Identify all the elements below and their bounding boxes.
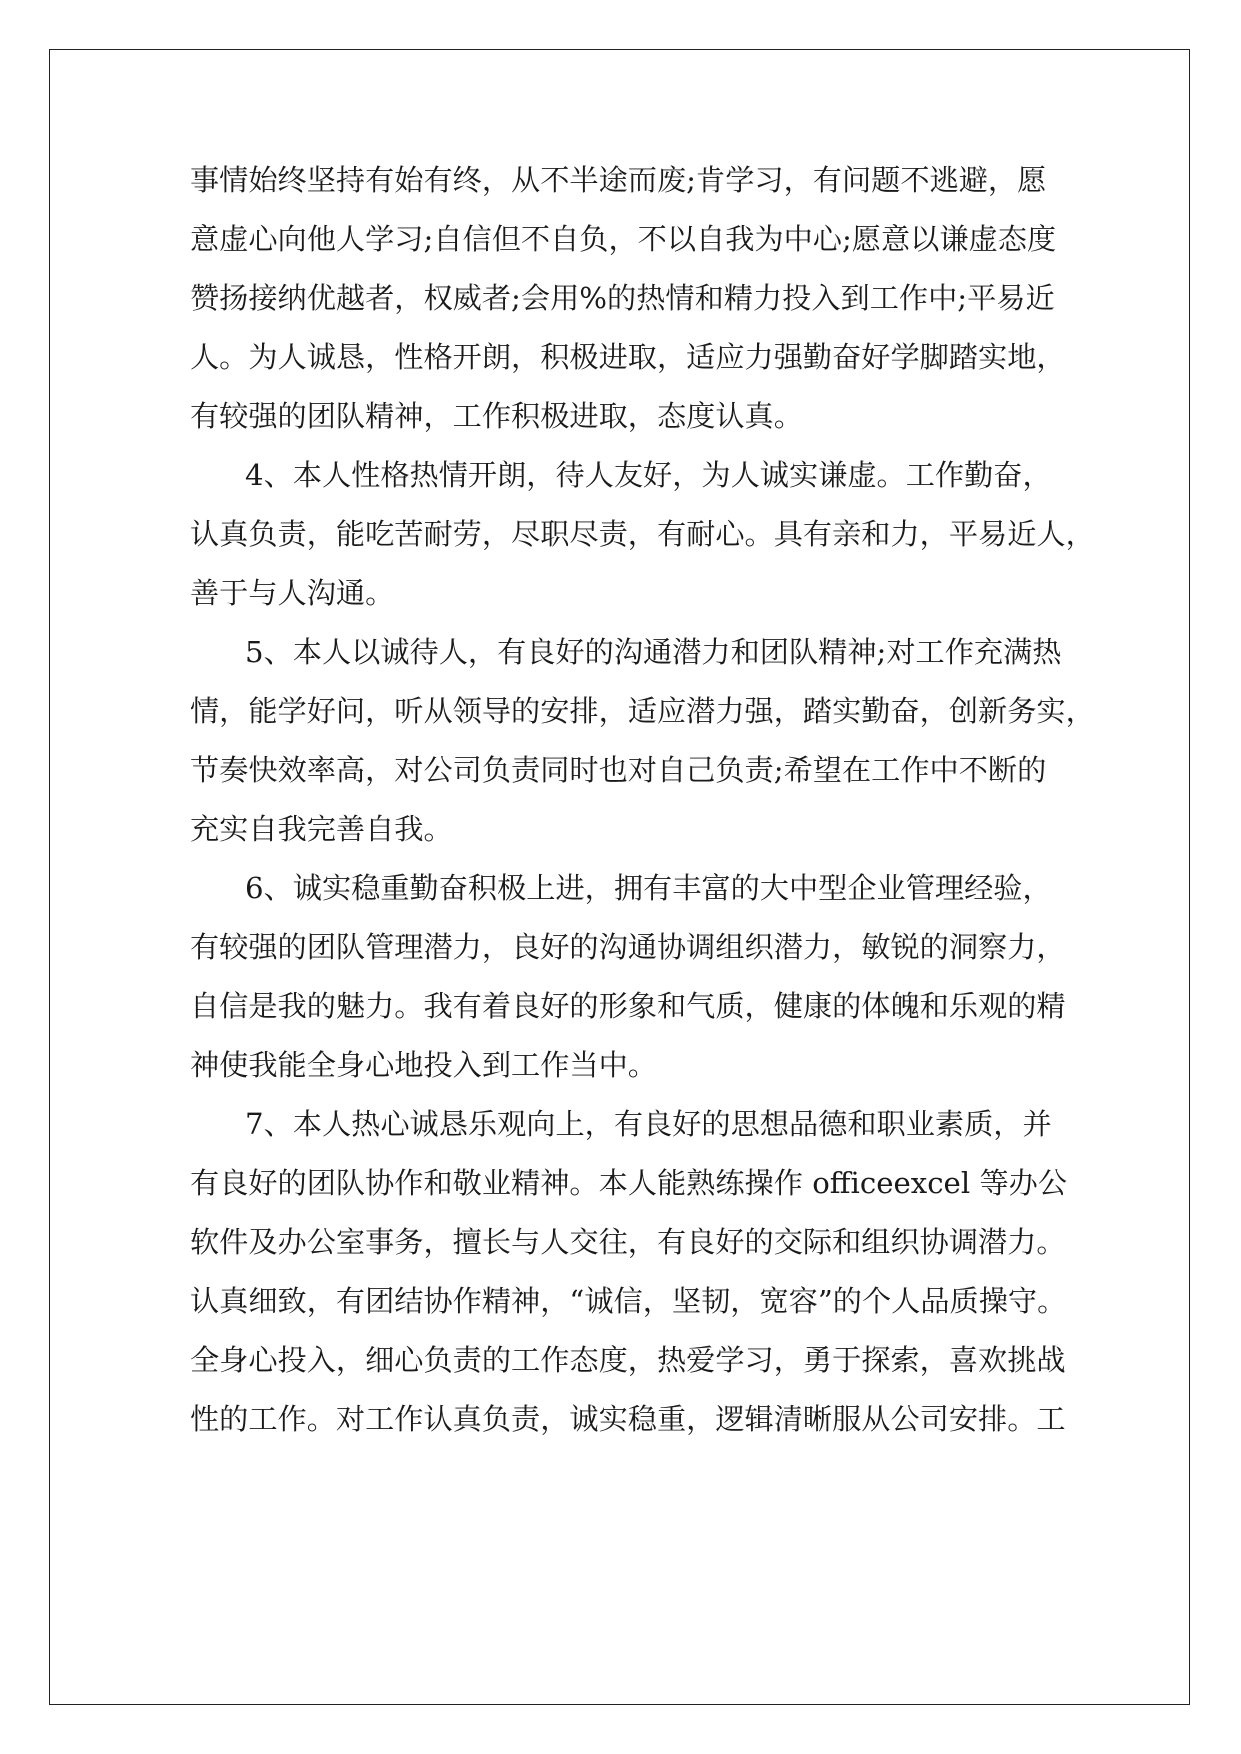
text-line: 事情始终坚持有始有终，从不半途而废;肯学习，有问题不逃避，愿	[190, 163, 1047, 197]
text-line: 认真细致，有团结协作精神，“诚信，坚韧，宽容”的个人品质操守。	[190, 1284, 1067, 1318]
text-line: 节奏快效率高，对公司负责同时也对自己负责;希望在工作中不断的	[190, 753, 1047, 787]
text-line: 有较强的团队精神，工作积极进取，态度认真。	[190, 399, 803, 433]
text-line: 性的工作。对工作认真负责，诚实稳重，逻辑清晰服从公司安排。工	[190, 1402, 1066, 1436]
text-line: 神使我能全身心地投入到工作当中。	[190, 1048, 657, 1082]
text-line: 充实自我完善自我。	[190, 812, 453, 846]
text-line: 有良好的团队协作和敬业精神。本人能熟练操作 officeexcel 等办公	[190, 1166, 1068, 1200]
text-line: 赞扬接纳优越者，权威者;会用%的热情和精力投入到工作中;平易近	[190, 281, 1055, 315]
text-line: 意虚心向他人学习;自信但不自负，不以自我为中心;愿意以谦虚态度	[190, 222, 1057, 256]
text-line: 全身心投入，细心负责的工作态度，热爱学习，勇于探索，喜欢挑战	[190, 1343, 1066, 1377]
text-line: 7、本人热心诚恳乐观向上，有良好的思想品德和职业素质，并	[245, 1107, 1052, 1141]
text-line: 认真负责，能吃苦耐劳，尽职尽责，有耐心。具有亲和力，平易近人，	[190, 517, 1095, 551]
text-line: 情，能学好问，听从领导的安排，适应潜力强，踏实勤奋，创新务实，	[190, 694, 1095, 728]
text-line: 4、本人性格热情开朗，待人友好，为人诚实谦虚。工作勤奋，	[245, 458, 1052, 492]
text-line: 6、诚实稳重勤奋积极上进，拥有丰富的大中型企业管理经验，	[245, 871, 1052, 905]
text-line: 善于与人沟通。	[190, 576, 395, 610]
text-line: 有较强的团队管理潜力，良好的沟通协调组织潜力，敏锐的洞察力，	[190, 930, 1066, 964]
text-line: 自信是我的魅力。我有着良好的形象和气质，健康的体魄和乐观的精	[190, 989, 1066, 1023]
text-line: 人。为人诚恳，性格开朗，积极进取，适应力强勤奋好学脚踏实地，	[190, 340, 1066, 374]
text-line: 5、本人以诚待人，有良好的沟通潜力和团队精神;对工作充满热	[245, 635, 1062, 669]
text-line: 软件及办公室事务，擅长与人交往，有良好的交际和组织协调潜力。	[190, 1225, 1066, 1259]
